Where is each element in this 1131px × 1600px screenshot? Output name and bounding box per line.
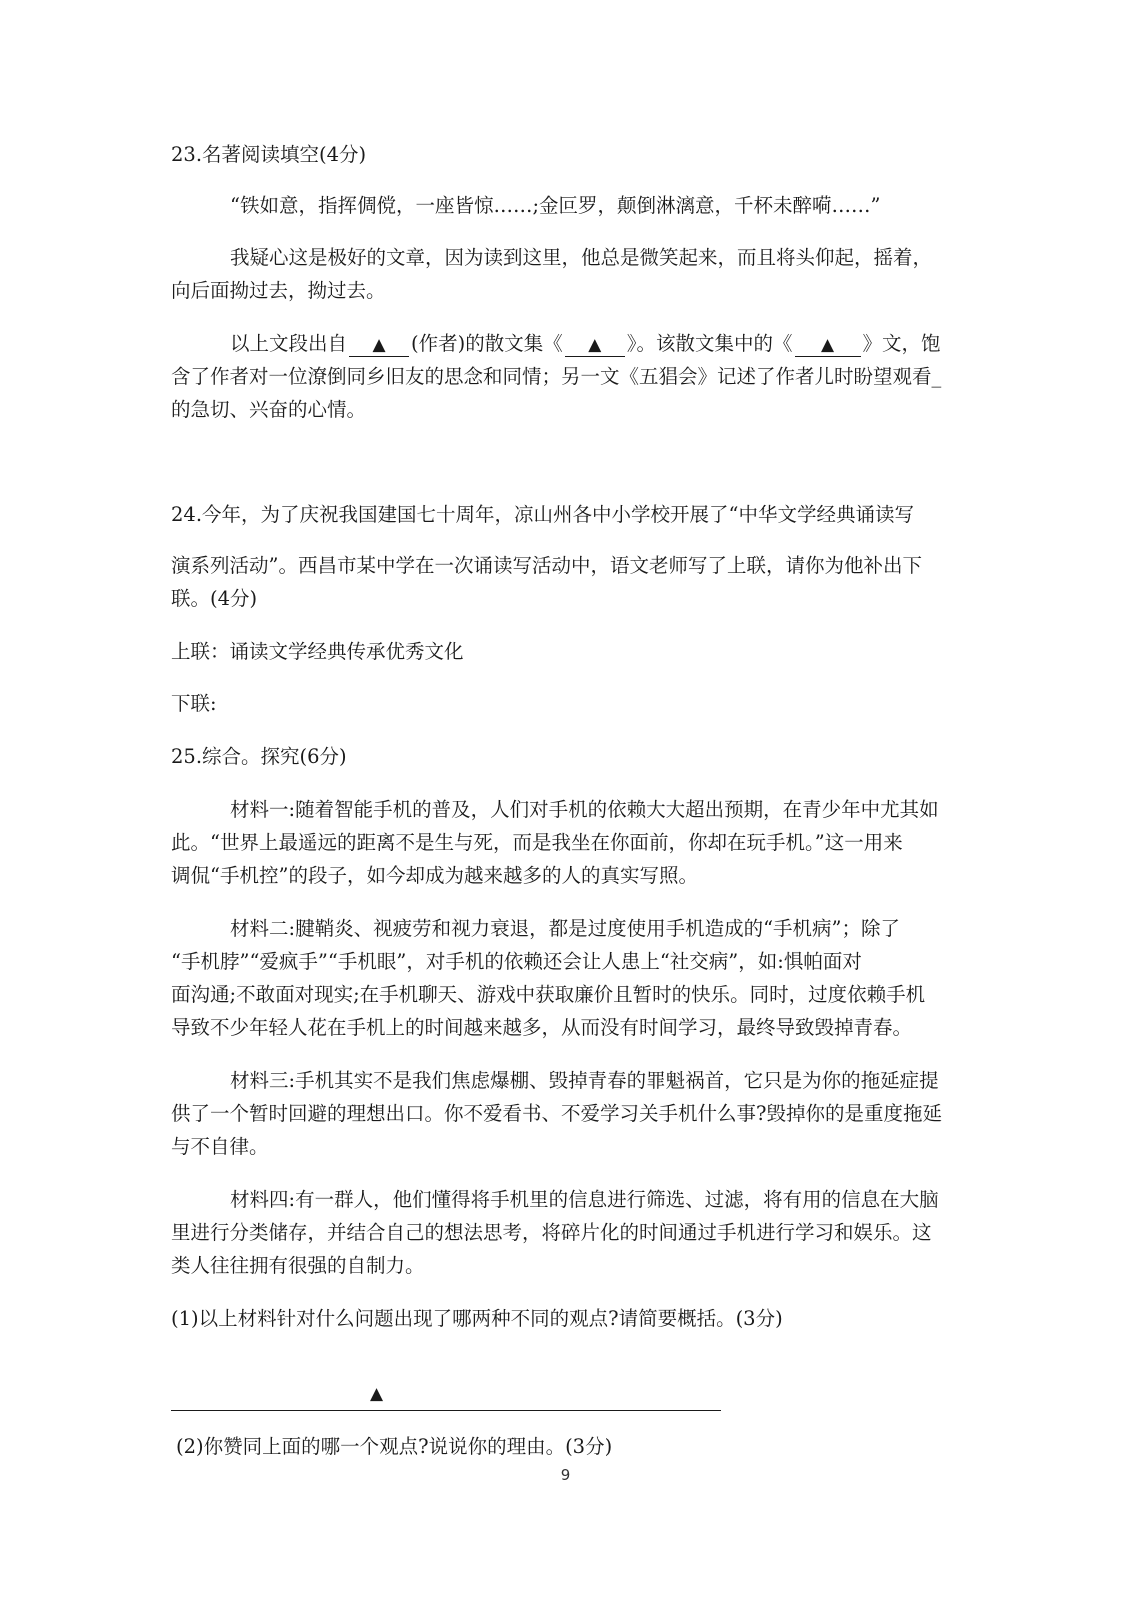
blank-marker-icon: ▲ — [372, 335, 386, 355]
blank-marker-icon: ▲ — [588, 335, 602, 355]
q23-para2-line3: 的急切、兴奋的心情。 — [171, 398, 367, 421]
q23-quote: “铁如意，指挥倜傥，一座皆惊……;金叵罗，颠倒淋漓意，千杯未醉嗬……” — [230, 194, 881, 217]
q25-material3-line2: 供了一个暂时回避的理想出口。你不爱看书、不爱学习关手机什么事?毁掉你的是重度拖延 — [171, 1102, 942, 1125]
author-blank — [349, 333, 409, 357]
answer-line — [171, 1410, 721, 1411]
q24-line2: 演系列活动”。西昌市某中学在一次诵读写活动中，语文老师写了上联，请你为他补出下 — [171, 554, 922, 577]
collection-blank — [565, 333, 625, 357]
q25-title: 25.综合。探究(6分) — [171, 745, 347, 768]
q23-para2-seg4: 》文，饱 — [862, 332, 941, 355]
q23-para2-seg2: (作者)的散文集《 — [411, 332, 563, 355]
q25-material3-line3: 与不自律。 — [171, 1135, 269, 1158]
q25-material4-line1: 材料四:有一群人，他们懂得将手机里的信息进行筛选、过滤，将有用的信息在大脑 — [230, 1188, 939, 1211]
q25-sub1: (1)以上材料针对什么问题出现了哪两种不同的观点?请简要概括。(3分) — [171, 1307, 783, 1330]
q25-material2-line3: 面沟通;不敢面对现实;在手机聊天、游戏中获取廉价且暂时的快乐。同时，过度依赖手机 — [171, 983, 926, 1006]
answer-marker-icon: ▲ — [370, 1384, 384, 1404]
q23-para2-line1 — [230, 331, 941, 357]
q24-line1: 24.今年，为了庆祝我国建国七十周年，凉山州各中小学校开展了“中华文学经典诵读写 — [171, 503, 914, 526]
page-number: 9 — [560, 1466, 571, 1484]
q25-material2-line1: 材料二:腱鞘炎、视疲劳和视力衰退，都是过度使用手机造成的“手机病”；除了 — [230, 917, 901, 940]
q25-material4-line2: 里进行分类储存，并结合自己的想法思考，将碎片化的时间通过手机进行学习和娱乐。这 — [171, 1221, 932, 1244]
q23-para2-seg1: 以上文段出自 — [230, 332, 348, 355]
q24-line3: 联。(4分) — [171, 587, 258, 610]
q24-upper-couplet: 上联：诵读文学经典传承优秀文化 — [171, 640, 464, 663]
q23-para2-seg3: 》。该散文集中的《 — [626, 332, 793, 355]
essay-blank — [795, 333, 861, 357]
q23-title: 23.名著阅读填空(4分) — [171, 143, 367, 166]
q23-para2-line2: 含了作者对一位潦倒同乡旧友的思念和同情；另一文《五猖会》记述了作者儿时盼望观看_ — [171, 365, 942, 388]
q25-material1-line2: 此。“世界上最遥远的距离不是生与死，而是我坐在你面前，你却在玩手机。”这一用来 — [171, 831, 903, 854]
q25-material2-line4: 导致不少年轻人花在手机上的时间越来越多，从而没有时间学习，最终导致毁掉青春。 — [171, 1016, 913, 1039]
q23-para1-line2: 向后面拗过去，拗过去。 — [171, 279, 386, 302]
q25-material4-line3: 类人往往拥有很强的自制力。 — [171, 1254, 425, 1277]
q23-para1-line1: 我疑心这是极好的文章，因为读到这里，他总是微笑起来，而且将头仰起，摇着， — [230, 246, 933, 269]
q25-material1-line1: 材料一:随着智能手机的普及，人们对手机的依赖大大超出预期，在青少年中尤其如 — [230, 798, 939, 821]
q24-lower-couplet: 下联: — [171, 692, 217, 715]
q25-material1-line3: 调侃“手机控”的段子，如今却成为越来越多的人的真实写照。 — [171, 864, 698, 887]
q25-sub2: (2)你赞同上面的哪一个观点?说说你的理由。(3分) — [176, 1435, 613, 1458]
blank-marker-icon: ▲ — [820, 335, 835, 355]
q25-material3-line1: 材料三:手机其实不是我们焦虑爆棚、毁掉青春的罪魁祸首，它只是为你的拖延症提 — [230, 1069, 939, 1092]
q25-material2-line2: “手机脖”“爱疯手”“手机眼”，对手机的依赖还会让人患上“社交病”，如:惧帕面对 — [171, 950, 862, 973]
